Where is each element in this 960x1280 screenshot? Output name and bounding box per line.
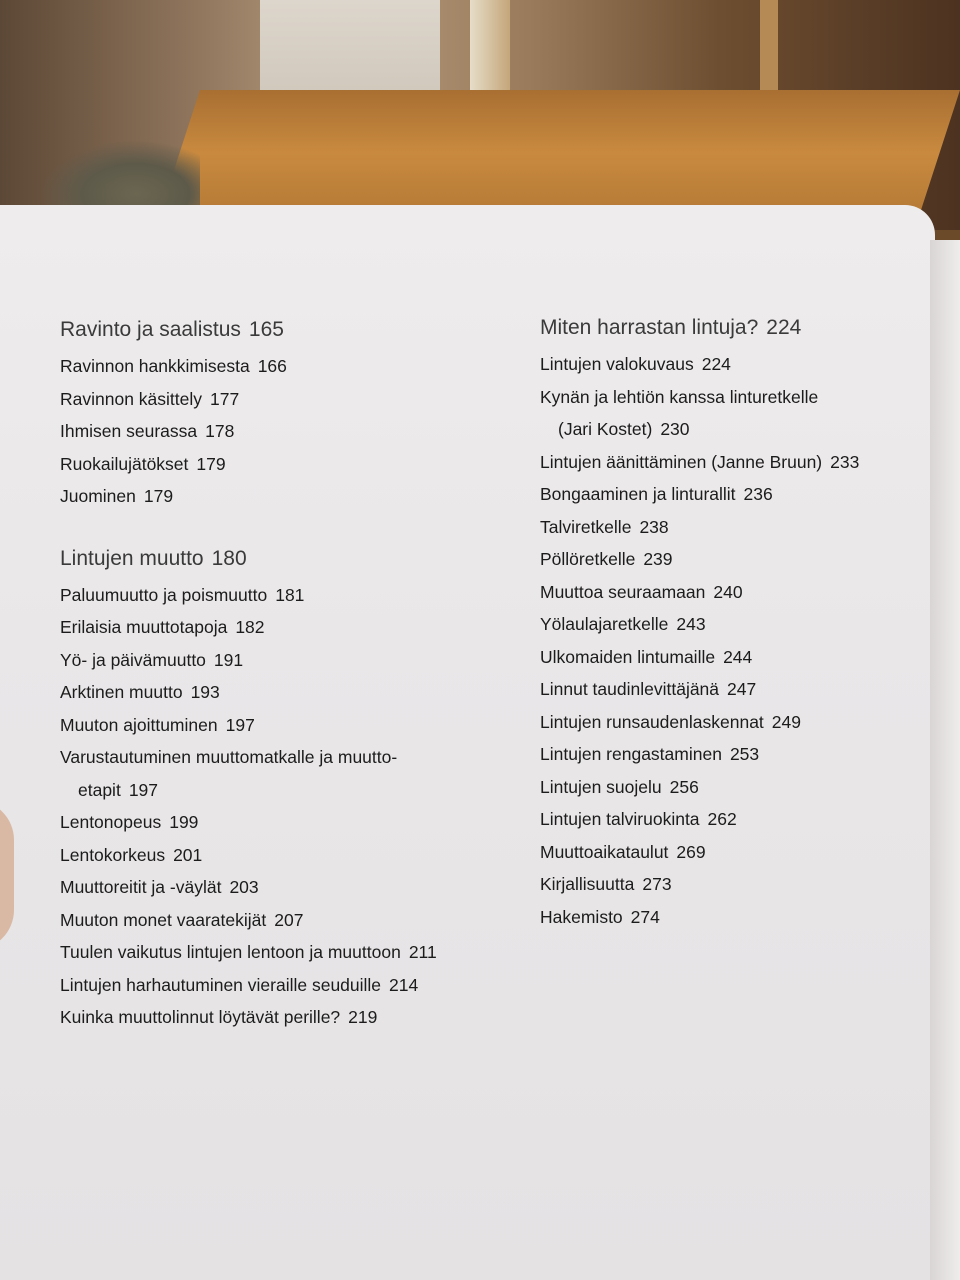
background-door-frame — [760, 0, 778, 90]
toc-entry-title: Muuton ajoittuminen — [60, 714, 218, 735]
toc-entry-title: Yölaulajaretkelle — [540, 614, 669, 634]
toc-entry-title: Lintujen suojelu — [540, 776, 662, 797]
section-entries — [60, 579, 500, 1034]
toc-entry — [60, 936, 500, 969]
toc-entry — [60, 1001, 500, 1034]
toc-entry — [540, 738, 920, 771]
toc-entry — [540, 348, 920, 381]
toc-entry-title: Paluumuutto ja poismuutto — [60, 584, 268, 605]
toc-entry-title: Ruokailujätökset — [60, 453, 189, 474]
toc-entry — [60, 644, 500, 677]
toc-entry — [540, 576, 920, 609]
heading-page: 165 — [248, 318, 284, 341]
toc-entry-page: 262 — [707, 809, 737, 829]
toc-entry — [60, 741, 500, 774]
toc-entry-title: Hakemisto — [540, 906, 623, 927]
heading-title: Ravinto ja saalistus — [60, 318, 241, 341]
toc-entry-title: Ravinnon käsittely — [60, 388, 203, 409]
toc-entry-page: 269 — [676, 841, 706, 862]
toc-entry-title: Ulkomaiden lintumaille — [540, 646, 716, 667]
toc-entry-title: Kuinka muuttolinnut löytävät perille? — [60, 1007, 341, 1027]
toc-entry-title: Kirjallisuutta — [540, 874, 635, 894]
section-heading — [60, 539, 500, 579]
toc-entry-page: 238 — [639, 516, 669, 537]
toc-entry-title: Lintujen harhautuminen vieraille seuduille — [60, 974, 382, 995]
toc-entry-page: 247 — [727, 679, 757, 699]
toc-entry-title: Lintujen runsaudenlaskennat — [540, 711, 764, 732]
toc-entry — [60, 383, 500, 416]
toc-entry-title: Lintujen rengastaminen — [540, 744, 722, 764]
heading-title: Miten harrastan lintuja? — [540, 316, 759, 339]
toc-entry-page: 244 — [723, 646, 753, 667]
toc-entry — [540, 543, 920, 576]
toc-entry — [60, 611, 500, 644]
toc-entry-title: Lintujen valokuvaus — [540, 354, 694, 374]
toc-entry — [540, 413, 920, 446]
toc-entry-title: Lintujen talviruokinta — [540, 809, 700, 829]
toc-entry-page: 230 — [660, 419, 690, 439]
toc-entry — [60, 806, 500, 839]
toc-entry — [60, 969, 500, 1002]
toc-entry — [540, 641, 920, 674]
toc-right-column — [540, 308, 920, 933]
toc-entry-page: 203 — [229, 877, 259, 897]
toc-entry-page: 197 — [128, 779, 159, 800]
toc-entry-page: 199 — [169, 812, 199, 832]
toc-entry — [540, 803, 920, 836]
toc-entry-title: Erilaisia muuttotapoja — [60, 617, 228, 637]
toc-entry-page: 214 — [389, 974, 419, 995]
toc-entry-page: 211 — [408, 942, 437, 962]
toc-entry-title: Varustautuminen muuttomatkalle ja muutto- — [60, 747, 398, 767]
toc-entry — [60, 579, 500, 612]
toc-entry-title: Muuttoreitit ja -väylät — [60, 877, 222, 897]
toc-entry — [60, 676, 500, 709]
toc-entry-page: 181 — [275, 584, 305, 605]
toc-entry-page: 240 — [713, 581, 743, 602]
toc-entry-page: 243 — [676, 614, 706, 634]
toc-entry — [540, 771, 920, 804]
toc-entry-page: 179 — [196, 453, 226, 474]
toc-entry-page: 197 — [225, 714, 255, 735]
toc-entry — [540, 836, 920, 869]
toc-entry-title: Pöllöretkelle — [540, 549, 636, 569]
toc-entry — [540, 446, 920, 479]
toc-entry-page: 201 — [173, 844, 203, 865]
toc-entry-page: 236 — [743, 484, 773, 504]
toc-entry-page: 256 — [669, 776, 699, 797]
toc-entry-page: 166 — [257, 356, 287, 376]
toc-entry-page: 224 — [701, 354, 731, 374]
toc-entry — [540, 901, 920, 934]
toc-entry — [60, 480, 500, 513]
toc-entry-page: 191 — [213, 649, 244, 670]
heading-page: 224 — [766, 316, 802, 339]
toc-entry-page: 253 — [729, 744, 760, 764]
toc-entry-page: 178 — [205, 421, 235, 441]
toc-entry — [540, 673, 920, 706]
toc-entry — [60, 871, 500, 904]
toc-entry-title: Ihmisen seurassa — [60, 421, 198, 441]
section-heading — [60, 310, 500, 350]
toc-entry — [540, 608, 920, 641]
section-entries — [540, 348, 920, 933]
toc-entry-page: 233 — [830, 451, 860, 472]
toc-entry — [60, 709, 500, 742]
toc-entry-title: Arktinen muutto — [60, 682, 183, 702]
background-wall-strip — [470, 0, 510, 100]
toc-entry — [60, 839, 500, 872]
toc-entry-page: 274 — [630, 906, 660, 927]
toc-entry-page: 193 — [190, 682, 220, 702]
toc-entry-title: Juominen — [60, 486, 136, 506]
toc-entry-page: 179 — [143, 486, 174, 506]
toc-entry-title: (Jari Kostet) — [558, 419, 653, 439]
toc-entry-title: Muuton monet vaaratekijät — [60, 909, 267, 930]
toc-entry — [540, 706, 920, 739]
book-page-edge — [930, 240, 960, 1280]
toc-left-column — [60, 310, 500, 1034]
toc-entry — [540, 381, 920, 414]
toc-entry — [60, 448, 500, 481]
toc-entry-title: Muuttoa seuraamaan — [540, 581, 706, 602]
toc-entry — [60, 350, 500, 383]
toc-entry — [60, 774, 500, 807]
toc-entry-title: Talviretkelle — [540, 516, 632, 537]
toc-entry-page: 249 — [771, 711, 801, 732]
section-heading — [540, 308, 920, 348]
toc-entry — [540, 868, 920, 901]
toc-entry-title: Lentonopeus — [60, 812, 162, 832]
toc-entry-title: Lintujen äänittäminen (Janne Bruun) — [540, 451, 823, 472]
toc-entry — [60, 415, 500, 448]
toc-entry-title: Lentokorkeus — [60, 844, 166, 865]
toc-entry-title: Ravinnon hankkimisesta — [60, 356, 250, 376]
toc-entry-title: Linnut taudinlevittäjänä — [540, 679, 720, 699]
toc-entry-page: 177 — [210, 388, 240, 409]
toc-entry-title: Kynän ja lehtiön kanssa linturetkelle — [540, 386, 819, 407]
toc-entry-title: Tuulen vaikutus lintujen lentoon ja muuttoon — [60, 942, 401, 962]
toc-entry — [540, 511, 920, 544]
toc-entry-title: Muuttoaikataulut — [540, 841, 669, 862]
toc-entry-page: 239 — [643, 549, 673, 569]
toc-entry-page: 182 — [235, 617, 265, 637]
toc-entry-page: 219 — [348, 1007, 378, 1027]
toc-entry-title: etapit — [78, 779, 121, 800]
toc-entry-page: 207 — [274, 909, 304, 930]
toc-entry-title: Yö- ja päivämuutto — [60, 649, 206, 670]
toc-entry-page: 273 — [642, 874, 672, 894]
heading-page: 180 — [211, 546, 247, 570]
section-entries — [60, 350, 500, 513]
heading-title: Lintujen muutto — [60, 546, 204, 570]
toc-entry-title: Bongaaminen ja linturallit — [540, 484, 736, 504]
toc-entry — [60, 904, 500, 937]
toc-entry — [540, 478, 920, 511]
